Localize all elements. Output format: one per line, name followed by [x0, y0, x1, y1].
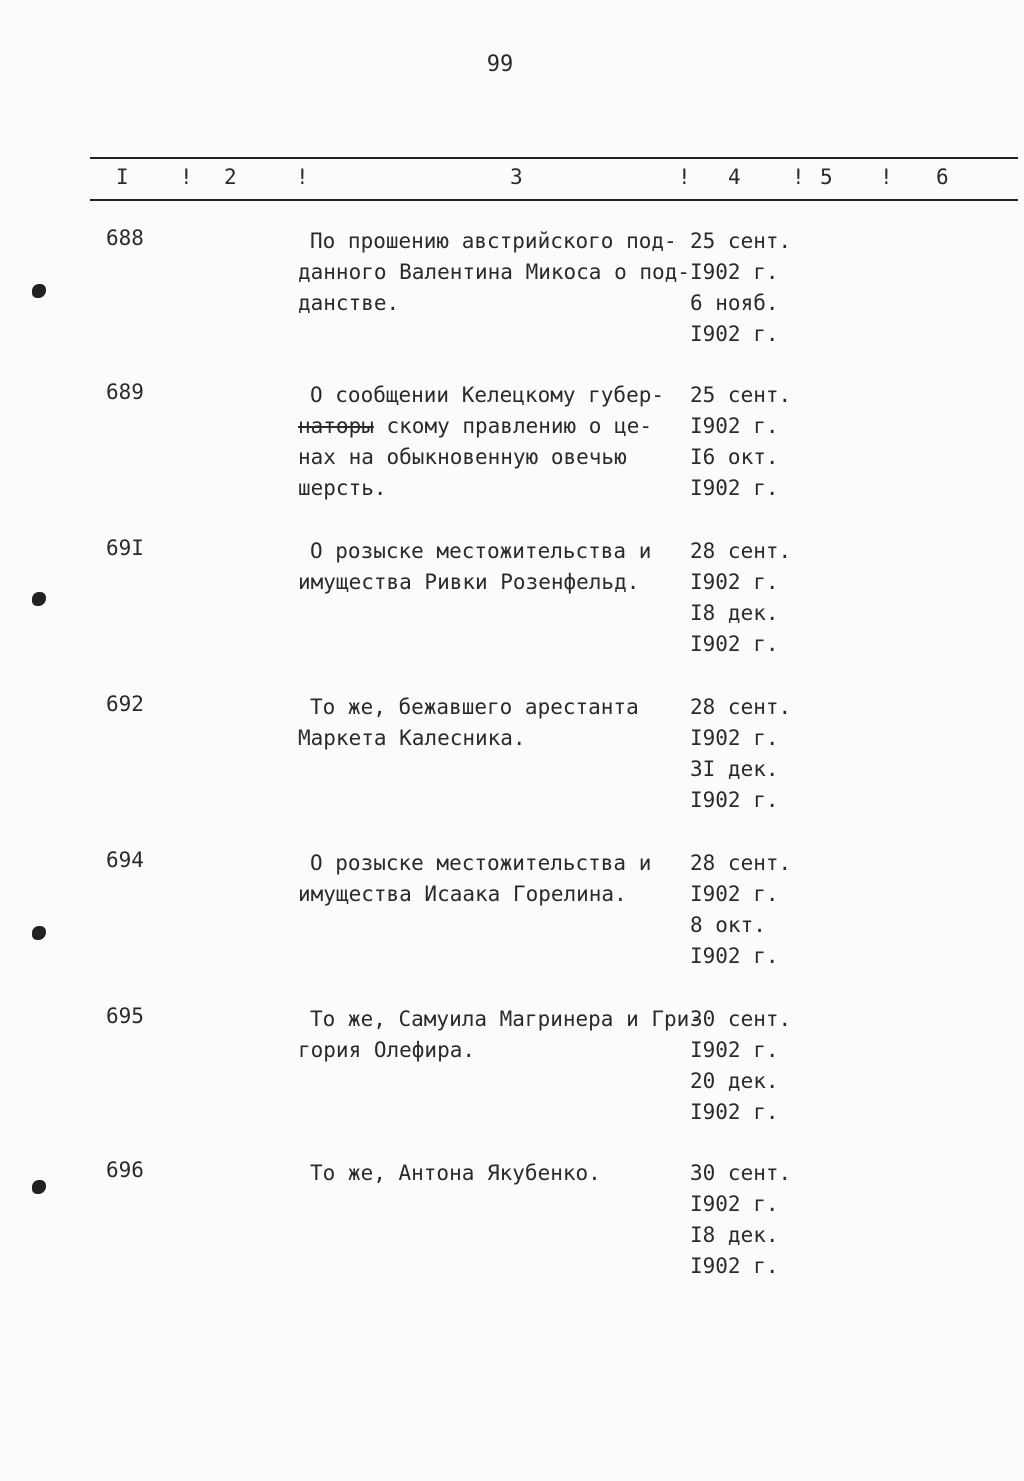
date-start-year: I902 г. [690, 1192, 779, 1216]
description-line-remainder: скому правлению о це- [386, 414, 653, 438]
entry-dates [690, 692, 791, 816]
entry-dates [690, 848, 791, 972]
entry-dates [690, 1004, 791, 1128]
header-separator-2: ! [296, 165, 309, 189]
header-col-1: I [116, 165, 129, 189]
punch-hole-mark [32, 592, 46, 606]
date-end-day: 6 нояб. [690, 291, 779, 315]
date-end-day: I6 окт. [690, 445, 779, 469]
date-end-year: I902 г. [690, 788, 779, 812]
entry-number: 69I [106, 536, 144, 560]
description-line: Маркета Калесника. [298, 726, 526, 750]
description-line: О розыске местожительства и [310, 851, 652, 875]
header-bottom-rule [90, 199, 1018, 201]
entry-number: 695 [106, 1004, 144, 1028]
entry-dates [690, 536, 791, 660]
date-start-day: 28 сент. [690, 695, 792, 719]
date-end-day: 20 дек. [690, 1069, 779, 1093]
punch-hole-mark [32, 926, 46, 940]
description-line [298, 411, 664, 442]
header-col-6: 6 [936, 165, 949, 189]
description-line: О розыске местожительства и [310, 539, 652, 563]
date-start-day: 25 сент. [690, 229, 792, 253]
date-end-day: I8 дек. [690, 601, 779, 625]
date-end-year: I902 г. [690, 322, 779, 346]
header-col-5: 5 [820, 165, 833, 189]
header-separator-1: ! [180, 165, 193, 189]
page-number: 99 [486, 52, 514, 77]
struck-out-text: наторы [298, 414, 374, 438]
date-start-day: 25 сент. [690, 383, 792, 407]
date-end-year: I902 г. [690, 1254, 779, 1278]
entry-number: 694 [106, 848, 144, 872]
date-start-day: 30 сент. [690, 1161, 792, 1185]
entry-description [298, 1004, 702, 1066]
entry-dates [690, 380, 791, 504]
description-line: имущества Исаака Горелина. [298, 882, 627, 906]
entry-dates [690, 226, 791, 350]
description-line: По прошению австрийского под- [310, 229, 677, 253]
description-line: имущества Ривки Розенфельд. [298, 570, 640, 594]
entry-number: 696 [106, 1158, 144, 1182]
description-line: То же, бежавшего арестанта [310, 695, 639, 719]
date-start-year: I902 г. [690, 882, 779, 906]
header-col-3: 3 [510, 165, 523, 189]
punch-hole-mark [32, 1180, 46, 1194]
date-end-year: I902 г. [690, 1100, 779, 1124]
date-start-year: I902 г. [690, 570, 779, 594]
header-separator-3: ! [678, 165, 691, 189]
description-line: То же, Самуила Магринера и Гри- [310, 1007, 702, 1031]
header-top-rule [90, 157, 1018, 159]
date-end-day: 8 окт. [690, 913, 766, 937]
description-line: То же, Антона Якубенко. [310, 1161, 601, 1185]
description-line: данного Валентина Микоса о под- [298, 260, 690, 284]
date-end-year: I902 г. [690, 632, 779, 656]
entry-description [298, 848, 651, 910]
entry-number: 692 [106, 692, 144, 716]
header-separator-5: ! [880, 165, 893, 189]
entry-dates [690, 1158, 791, 1282]
entry-description [298, 1158, 601, 1189]
date-start-day: 28 сент. [690, 539, 792, 563]
entry-number: 688 [106, 226, 144, 250]
entry-number: 689 [106, 380, 144, 404]
entry-description [298, 692, 639, 754]
header-separator-4: ! [792, 165, 805, 189]
description-line: О сообщении Келецкому губер- [310, 383, 665, 407]
date-end-year: I902 г. [690, 476, 779, 500]
date-end-day: 3I дек. [690, 757, 779, 781]
date-start-day: 30 сент. [690, 1007, 792, 1031]
entry-description [298, 380, 664, 504]
header-col-2: 2 [224, 165, 237, 189]
header-col-4: 4 [728, 165, 741, 189]
description-line: шерсть. [298, 476, 387, 500]
entry-description [298, 536, 651, 598]
date-start-day: 28 сент. [690, 851, 792, 875]
description-line: гория Олефира. [298, 1038, 476, 1062]
date-start-year: I902 г. [690, 726, 779, 750]
date-end-day: I8 дек. [690, 1223, 779, 1247]
date-end-year: I902 г. [690, 944, 779, 968]
punch-hole-mark [32, 284, 46, 298]
date-start-year: I902 г. [690, 414, 779, 438]
description-line: нах на обыкновенную овечью [298, 445, 627, 469]
date-start-year: I902 г. [690, 260, 779, 284]
entry-description [298, 226, 690, 319]
description-line: данстве. [298, 291, 400, 315]
date-start-year: I902 г. [690, 1038, 779, 1062]
